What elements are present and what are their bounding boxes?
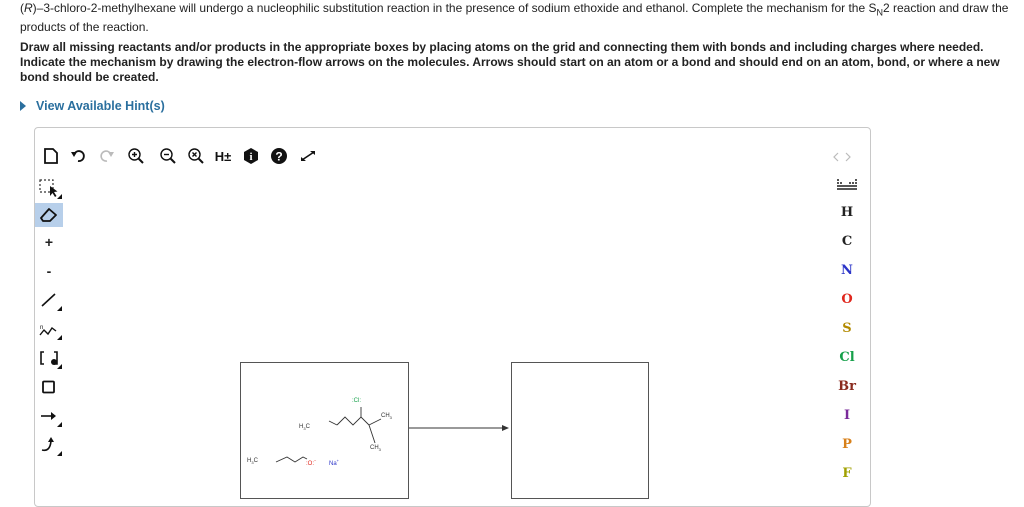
periodic-table-icon[interactable] <box>824 178 870 200</box>
curved-arrow-icon[interactable] <box>35 433 63 457</box>
reaction-arrow-icon[interactable] <box>35 404 63 428</box>
info-icon[interactable] <box>240 146 262 166</box>
h3c-ethoxide-label: $H_3C$ <box>247 458 258 466</box>
element-p[interactable]: P <box>842 437 852 452</box>
element-o[interactable]: O <box>841 292 853 307</box>
element-n[interactable]: N <box>841 263 853 278</box>
view-hints-label: View Available Hint(s) <box>36 99 165 113</box>
ch3-label-down: $CH_3$ <box>370 445 381 453</box>
help-glyph: ? <box>275 149 283 164</box>
expand-triangle-icon <box>20 101 26 111</box>
zoom-reset-icon[interactable] <box>185 146 207 166</box>
element-br[interactable]: Br <box>838 379 856 394</box>
view-hints-link[interactable] <box>20 99 165 113</box>
element-cl[interactable]: Cl <box>839 350 855 365</box>
zoom-in-icon[interactable] <box>125 146 147 166</box>
single-bond-icon[interactable] <box>35 288 63 312</box>
zoom-out-icon[interactable] <box>157 146 179 166</box>
panel-collapse-icon[interactable] <box>827 150 857 164</box>
question-paragraph-1: (R)–3-chloro-2-methylhexane will undergo a nucleophilic substitution reaction in the presence of sodium ethoxide and ethanol. Complete the mechanism for the $S_N2$ reaction and draw the products of the reaction. <box>20 1 1009 35</box>
top-toolbar <box>35 128 870 172</box>
drawing-editor <box>34 127 871 507</box>
question-paragraph-2: Draw all missing reactants and/or products in the appropriate boxes by placing atoms on the grid and connecting them with bonds and including charges where needed. Indicate the mechanism by drawing the electron-flow arrows on the molecules. Arrows should start on an atom or a bond and should end on an atom, bond, or where a new bond should be created. <box>20 40 1000 84</box>
svg-text:n: n <box>40 325 44 331</box>
redo-icon[interactable] <box>97 146 117 166</box>
element-c[interactable]: C <box>841 234 853 249</box>
sodium-cation-label: Na+ <box>329 458 340 467</box>
hydrogen-toggle-button[interactable]: H± <box>214 148 232 164</box>
element-h[interactable]: H <box>840 205 854 220</box>
help-icon[interactable] <box>268 146 290 166</box>
reactant-structure <box>241 363 408 498</box>
new-document-icon[interactable] <box>41 146 61 166</box>
undo-icon[interactable] <box>68 146 88 166</box>
h3c-label: $H_3C$ <box>299 424 310 432</box>
fullscreen-icon[interactable] <box>297 146 319 166</box>
chain-tool-icon[interactable] <box>35 317 63 341</box>
reaction-arrow <box>409 423 511 433</box>
ch3-label-right: $CH_3$ <box>381 413 392 421</box>
reactant-box[interactable] <box>240 362 409 499</box>
oxygen-anion-label: :O:− <box>306 458 317 467</box>
bracket-tool-icon[interactable] <box>35 346 63 370</box>
ring-tool-icon[interactable] <box>35 375 63 399</box>
product-box[interactable] <box>511 362 649 499</box>
info-glyph: i <box>249 151 253 163</box>
eraser-icon[interactable] <box>35 203 63 227</box>
element-i[interactable]: I <box>843 408 851 423</box>
increase-charge-button[interactable]: + <box>44 234 54 250</box>
decrease-charge-button[interactable]: - <box>46 263 52 279</box>
chlorine-label: :Cl: <box>352 398 361 404</box>
element-f[interactable]: F <box>842 466 852 481</box>
selection-tool-icon[interactable] <box>35 176 63 200</box>
element-s[interactable]: S <box>842 321 852 336</box>
